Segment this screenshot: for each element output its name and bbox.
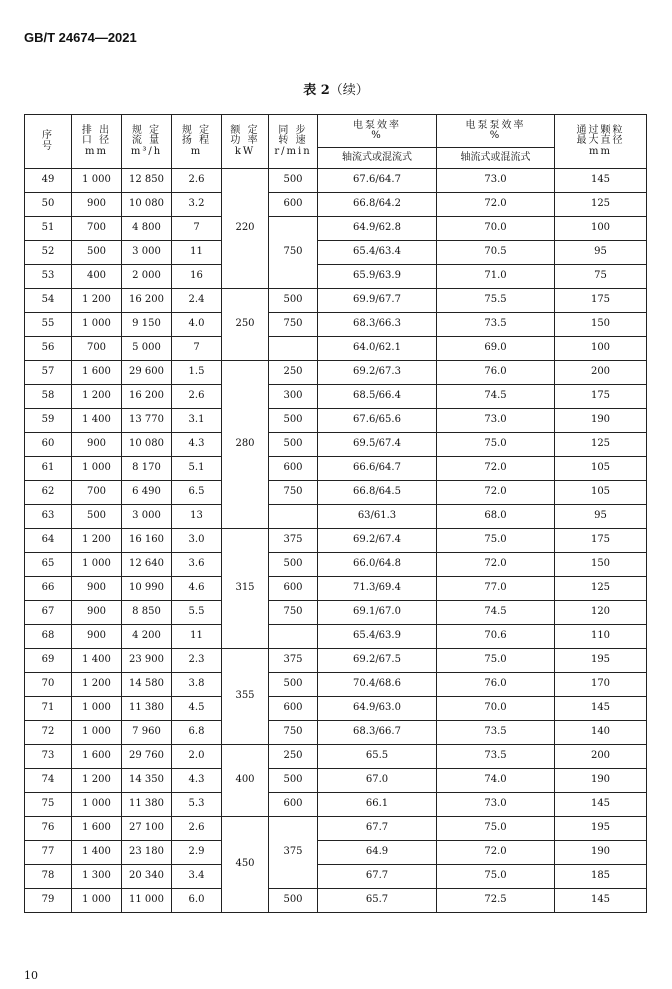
cell-particle-diameter: 100 — [555, 217, 647, 241]
cell-particle-diameter: 140 — [555, 721, 647, 745]
cell-efficiency-electric: 65.9/63.9 — [318, 265, 437, 289]
cell-outlet-diameter: 1 400 — [72, 409, 122, 433]
cell-power: 400 — [222, 745, 269, 817]
cell-outlet-diameter: 1 000 — [72, 697, 122, 721]
table-row — [25, 817, 647, 841]
cell-outlet-diameter: 700 — [72, 337, 122, 361]
cell-efficiency-pump: 73.5 — [437, 313, 555, 337]
cell-speed: 600 — [269, 193, 318, 217]
cell-speed-empty — [269, 625, 318, 649]
cell-flow: 20 340 — [122, 865, 172, 889]
cell-speed: 750 — [269, 481, 318, 505]
cell-flow: 10 990 — [122, 577, 172, 601]
cell-efficiency-pump: 75.0 — [437, 865, 555, 889]
cell-no: 54 — [25, 289, 72, 313]
cell-head: 4.6 — [172, 577, 222, 601]
cell-efficiency-electric: 69.2/67.4 — [318, 529, 437, 553]
cell-speed: 750 — [269, 313, 318, 337]
cell-flow: 23 180 — [122, 841, 172, 865]
cell-outlet-diameter: 1 300 — [72, 865, 122, 889]
cell-flow: 23 900 — [122, 649, 172, 673]
cell-flow: 11 000 — [122, 889, 172, 913]
table-row — [25, 601, 647, 625]
cell-efficiency-pump: 75.0 — [437, 817, 555, 841]
cell-flow: 5 000 — [122, 337, 172, 361]
cell-efficiency-electric: 67.6/64.7 — [318, 169, 437, 193]
table-row — [25, 481, 647, 505]
col-header-head: 规 定 扬 程 m — [172, 115, 222, 169]
cell-outlet-diameter: 900 — [72, 577, 122, 601]
cell-outlet-diameter: 500 — [72, 241, 122, 265]
cell-flow: 12 850 — [122, 169, 172, 193]
cell-efficiency-pump: 72.0 — [437, 841, 555, 865]
cell-efficiency-electric: 66.8/64.5 — [318, 481, 437, 505]
cell-particle-diameter: 200 — [555, 745, 647, 769]
cell-efficiency-pump: 68.0 — [437, 505, 555, 529]
cell-flow: 2 000 — [122, 265, 172, 289]
cell-speed: 500 — [269, 889, 318, 913]
cell-efficiency-electric: 68.5/66.4 — [318, 385, 437, 409]
cell-particle-diameter: 195 — [555, 817, 647, 841]
cell-particle-diameter: 190 — [555, 409, 647, 433]
cell-outlet-diameter: 1 200 — [72, 769, 122, 793]
cell-head: 6.5 — [172, 481, 222, 505]
cell-no: 76 — [25, 817, 72, 841]
cell-efficiency-electric: 69.9/67.7 — [318, 289, 437, 313]
cell-efficiency-electric: 67.7 — [318, 817, 437, 841]
cell-head: 6.0 — [172, 889, 222, 913]
cell-head: 13 — [172, 505, 222, 529]
cell-flow: 29 760 — [122, 745, 172, 769]
cell-head: 6.8 — [172, 721, 222, 745]
cell-head: 2.6 — [172, 169, 222, 193]
cell-no: 72 — [25, 721, 72, 745]
cell-speed: 500 — [269, 169, 318, 193]
col-subheader-eff2: 轴流式或混流式 — [437, 148, 555, 169]
cell-efficiency-pump: 75.5 — [437, 289, 555, 313]
cell-outlet-diameter: 1 000 — [72, 889, 122, 913]
cell-efficiency-electric: 64.9 — [318, 841, 437, 865]
table-row — [25, 313, 647, 337]
cell-head: 4.3 — [172, 769, 222, 793]
cell-efficiency-pump: 74.5 — [437, 385, 555, 409]
cell-efficiency-pump: 69.0 — [437, 337, 555, 361]
cell-head: 5.1 — [172, 457, 222, 481]
cell-particle-diameter: 95 — [555, 505, 647, 529]
cell-outlet-diameter: 1 400 — [72, 841, 122, 865]
cell-flow: 29 600 — [122, 361, 172, 385]
cell-no: 60 — [25, 433, 72, 457]
cell-outlet-diameter: 1 000 — [72, 313, 122, 337]
cell-efficiency-pump: 75.0 — [437, 529, 555, 553]
table-row — [25, 745, 647, 769]
table-row — [25, 625, 647, 649]
cell-particle-diameter: 175 — [555, 385, 647, 409]
table-title-main: 表 2 — [303, 83, 330, 98]
cell-outlet-diameter: 400 — [72, 265, 122, 289]
cell-speed: 750 — [269, 601, 318, 625]
cell-outlet-diameter: 900 — [72, 433, 122, 457]
table-title — [0, 79, 672, 98]
cell-speed: 500 — [269, 409, 318, 433]
cell-outlet-diameter: 1 200 — [72, 385, 122, 409]
cell-efficiency-pump: 73.5 — [437, 721, 555, 745]
cell-flow: 3 000 — [122, 241, 172, 265]
cell-efficiency-electric: 65.7 — [318, 889, 437, 913]
cell-outlet-diameter: 1 600 — [72, 745, 122, 769]
cell-no: 71 — [25, 697, 72, 721]
cell-flow: 14 580 — [122, 673, 172, 697]
cell-efficiency-pump: 76.0 — [437, 361, 555, 385]
cell-efficiency-electric: 67.0 — [318, 769, 437, 793]
cell-flow: 3 000 — [122, 505, 172, 529]
cell-speed: 375 — [269, 817, 318, 889]
cell-particle-diameter: 105 — [555, 457, 647, 481]
cell-efficiency-pump: 76.0 — [437, 673, 555, 697]
cell-speed: 600 — [269, 457, 318, 481]
cell-no: 70 — [25, 673, 72, 697]
cell-no: 67 — [25, 601, 72, 625]
cell-flow: 6 490 — [122, 481, 172, 505]
cell-no: 74 — [25, 769, 72, 793]
cell-efficiency-pump: 74.0 — [437, 769, 555, 793]
table-row — [25, 889, 647, 913]
cell-no: 79 — [25, 889, 72, 913]
table-title-suffix: （续） — [329, 83, 369, 98]
cell-outlet-diameter: 700 — [72, 481, 122, 505]
cell-no: 75 — [25, 793, 72, 817]
cell-head: 11 — [172, 625, 222, 649]
cell-flow: 8 170 — [122, 457, 172, 481]
table-row — [25, 193, 647, 217]
cell-no: 58 — [25, 385, 72, 409]
cell-speed: 250 — [269, 745, 318, 769]
cell-efficiency-electric: 70.4/68.6 — [318, 673, 437, 697]
cell-particle-diameter: 145 — [555, 889, 647, 913]
cell-particle-diameter: 95 — [555, 241, 647, 265]
cell-no: 77 — [25, 841, 72, 865]
cell-head: 3.2 — [172, 193, 222, 217]
cell-particle-diameter: 175 — [555, 289, 647, 313]
cell-flow: 10 080 — [122, 433, 172, 457]
cell-head: 5.3 — [172, 793, 222, 817]
cell-particle-diameter: 185 — [555, 865, 647, 889]
cell-head: 3.0 — [172, 529, 222, 553]
cell-speed: 500 — [269, 289, 318, 313]
cell-efficiency-pump: 72.0 — [437, 553, 555, 577]
cell-no: 56 — [25, 337, 72, 361]
cell-efficiency-pump: 73.0 — [437, 409, 555, 433]
cell-head: 2.0 — [172, 745, 222, 769]
table-row — [25, 409, 647, 433]
cell-efficiency-pump: 72.0 — [437, 481, 555, 505]
cell-efficiency-electric: 65.4/63.9 — [318, 625, 437, 649]
cell-head: 5.5 — [172, 601, 222, 625]
table-row — [25, 241, 647, 265]
cell-efficiency-electric: 69.1/67.0 — [318, 601, 437, 625]
cell-outlet-diameter: 1 200 — [72, 529, 122, 553]
table-row — [25, 433, 647, 457]
cell-head: 3.1 — [172, 409, 222, 433]
cell-outlet-diameter: 1 000 — [72, 721, 122, 745]
cell-no: 49 — [25, 169, 72, 193]
cell-power: 355 — [222, 649, 269, 745]
table-row — [25, 721, 647, 745]
cell-efficiency-pump: 70.0 — [437, 217, 555, 241]
cell-particle-diameter: 120 — [555, 601, 647, 625]
cell-particle-diameter: 145 — [555, 793, 647, 817]
cell-efficiency-electric: 67.7 — [318, 865, 437, 889]
cell-no: 51 — [25, 217, 72, 241]
cell-outlet-diameter: 1 000 — [72, 793, 122, 817]
cell-head: 7 — [172, 337, 222, 361]
cell-power: 280 — [222, 361, 269, 529]
cell-no: 52 — [25, 241, 72, 265]
cell-power: 315 — [222, 529, 269, 649]
cell-efficiency-electric: 68.3/66.3 — [318, 313, 437, 337]
cell-head: 4.0 — [172, 313, 222, 337]
cell-speed: 750 — [269, 721, 318, 745]
cell-head: 2.9 — [172, 841, 222, 865]
table-row — [25, 865, 647, 889]
cell-no: 50 — [25, 193, 72, 217]
cell-speed: 375 — [269, 649, 318, 673]
cell-flow: 16 160 — [122, 529, 172, 553]
cell-particle-diameter: 145 — [555, 169, 647, 193]
cell-no: 59 — [25, 409, 72, 433]
cell-efficiency-pump: 73.5 — [437, 745, 555, 769]
cell-speed: 600 — [269, 793, 318, 817]
cell-efficiency-pump: 70.6 — [437, 625, 555, 649]
cell-efficiency-pump: 70.5 — [437, 241, 555, 265]
cell-speed: 500 — [269, 433, 318, 457]
cell-efficiency-electric: 66.0/64.8 — [318, 553, 437, 577]
table-row — [25, 697, 647, 721]
cell-flow: 4 800 — [122, 217, 172, 241]
cell-flow: 4 200 — [122, 625, 172, 649]
cell-particle-diameter: 145 — [555, 697, 647, 721]
cell-head: 16 — [172, 265, 222, 289]
cell-efficiency-electric: 69.5/67.4 — [318, 433, 437, 457]
table-row — [25, 169, 647, 193]
cell-head: 7 — [172, 217, 222, 241]
table-row — [25, 553, 647, 577]
cell-power: 250 — [222, 289, 269, 361]
cell-particle-diameter: 190 — [555, 841, 647, 865]
cell-speed: 500 — [269, 673, 318, 697]
cell-efficiency-pump: 75.0 — [437, 649, 555, 673]
cell-outlet-diameter: 1 400 — [72, 649, 122, 673]
page-number: 10 — [24, 969, 38, 982]
col-header-speed: 同 步 转 速 r/min — [269, 115, 318, 169]
cell-efficiency-pump: 74.5 — [437, 601, 555, 625]
cell-efficiency-pump: 77.0 — [437, 577, 555, 601]
table-row — [25, 217, 647, 241]
cell-speed: 600 — [269, 577, 318, 601]
table-row — [25, 769, 647, 793]
cell-power: 450 — [222, 817, 269, 913]
col-header-particle: 通过颗粒 最大直径 mm — [555, 115, 647, 169]
col-header-outlet: 排 出 口 径 mm — [72, 115, 122, 169]
cell-efficiency-pump: 72.0 — [437, 193, 555, 217]
cell-efficiency-electric: 66.8/64.2 — [318, 193, 437, 217]
cell-efficiency-electric: 64.9/62.8 — [318, 217, 437, 241]
cell-efficiency-electric: 67.6/65.6 — [318, 409, 437, 433]
cell-efficiency-pump: 70.0 — [437, 697, 555, 721]
cell-particle-diameter: 150 — [555, 313, 647, 337]
cell-head: 2.6 — [172, 385, 222, 409]
cell-efficiency-electric: 65.4/63.4 — [318, 241, 437, 265]
cell-no: 55 — [25, 313, 72, 337]
cell-flow: 16 200 — [122, 385, 172, 409]
cell-efficiency-pump: 75.0 — [437, 433, 555, 457]
cell-particle-diameter: 125 — [555, 433, 647, 457]
cell-efficiency-electric: 63/61.3 — [318, 505, 437, 529]
table-row — [25, 649, 647, 673]
cell-efficiency-electric: 66.6/64.7 — [318, 457, 437, 481]
col-header-eff1: 电泵效率 % — [318, 115, 437, 148]
cell-particle-diameter: 150 — [555, 553, 647, 577]
cell-flow: 16 200 — [122, 289, 172, 313]
cell-flow: 27 100 — [122, 817, 172, 841]
cell-head: 4.3 — [172, 433, 222, 457]
cell-power: 220 — [222, 169, 269, 289]
cell-speed: 500 — [269, 553, 318, 577]
table-row — [25, 337, 647, 361]
table-row — [25, 793, 647, 817]
cell-speed: 300 — [269, 385, 318, 409]
cell-flow: 11 380 — [122, 793, 172, 817]
cell-no: 66 — [25, 577, 72, 601]
col-header-eff2: 电泵泵效率 % — [437, 115, 555, 148]
cell-speed: 600 — [269, 697, 318, 721]
cell-flow: 9 150 — [122, 313, 172, 337]
cell-head: 3.8 — [172, 673, 222, 697]
col-header-power: 额 定 功 率 kW — [222, 115, 269, 169]
cell-head: 2.3 — [172, 649, 222, 673]
cell-particle-diameter: 110 — [555, 625, 647, 649]
cell-efficiency-electric: 64.0/62.1 — [318, 337, 437, 361]
cell-speed: 250 — [269, 361, 318, 385]
cell-outlet-diameter: 1 600 — [72, 361, 122, 385]
cell-efficiency-electric: 64.9/63.0 — [318, 697, 437, 721]
cell-flow: 14 350 — [122, 769, 172, 793]
table-row — [25, 577, 647, 601]
cell-particle-diameter: 105 — [555, 481, 647, 505]
table-row — [25, 361, 647, 385]
cell-head: 2.6 — [172, 817, 222, 841]
cell-no: 61 — [25, 457, 72, 481]
cell-efficiency-pump: 73.0 — [437, 169, 555, 193]
col-subheader-eff1: 轴流式或混流式 — [318, 148, 437, 169]
cell-flow: 12 640 — [122, 553, 172, 577]
cell-outlet-diameter: 1 600 — [72, 817, 122, 841]
cell-particle-diameter: 100 — [555, 337, 647, 361]
cell-speed-empty — [269, 337, 318, 361]
cell-head: 3.4 — [172, 865, 222, 889]
cell-efficiency-electric: 69.2/67.3 — [318, 361, 437, 385]
cell-outlet-diameter: 900 — [72, 601, 122, 625]
cell-efficiency-pump: 71.0 — [437, 265, 555, 289]
cell-head: 4.5 — [172, 697, 222, 721]
cell-flow: 8 850 — [122, 601, 172, 625]
cell-no: 63 — [25, 505, 72, 529]
cell-efficiency-electric: 65.5 — [318, 745, 437, 769]
cell-outlet-diameter: 1 000 — [72, 457, 122, 481]
cell-particle-diameter: 200 — [555, 361, 647, 385]
pump-parameter-table — [24, 114, 647, 913]
cell-no: 68 — [25, 625, 72, 649]
cell-outlet-diameter: 1 200 — [72, 673, 122, 697]
col-header-flow: 规 定 流 量 m³/h — [122, 115, 172, 169]
cell-particle-diameter: 190 — [555, 769, 647, 793]
cell-particle-diameter: 75 — [555, 265, 647, 289]
cell-speed: 500 — [269, 769, 318, 793]
cell-speed: 750 — [269, 217, 318, 289]
table-row — [25, 457, 647, 481]
table-row — [25, 289, 647, 313]
cell-efficiency-pump: 72.5 — [437, 889, 555, 913]
cell-flow: 7 960 — [122, 721, 172, 745]
cell-speed: 375 — [269, 529, 318, 553]
table-row — [25, 385, 647, 409]
table-row — [25, 841, 647, 865]
cell-efficiency-electric: 71.3/69.4 — [318, 577, 437, 601]
cell-outlet-diameter: 700 — [72, 217, 122, 241]
cell-efficiency-pump: 72.0 — [437, 457, 555, 481]
cell-no: 62 — [25, 481, 72, 505]
cell-outlet-diameter: 900 — [72, 193, 122, 217]
cell-particle-diameter: 195 — [555, 649, 647, 673]
cell-particle-diameter: 170 — [555, 673, 647, 697]
cell-particle-diameter: 125 — [555, 193, 647, 217]
cell-no: 53 — [25, 265, 72, 289]
cell-no: 73 — [25, 745, 72, 769]
cell-outlet-diameter: 500 — [72, 505, 122, 529]
cell-no: 78 — [25, 865, 72, 889]
cell-no: 65 — [25, 553, 72, 577]
cell-particle-diameter: 125 — [555, 577, 647, 601]
cell-outlet-diameter: 900 — [72, 625, 122, 649]
cell-efficiency-electric: 69.2/67.5 — [318, 649, 437, 673]
cell-outlet-diameter: 1 000 — [72, 169, 122, 193]
table-row — [25, 529, 647, 553]
table-row — [25, 265, 647, 289]
cell-head: 2.4 — [172, 289, 222, 313]
cell-flow: 10 080 — [122, 193, 172, 217]
cell-flow: 11 380 — [122, 697, 172, 721]
cell-outlet-diameter: 1 200 — [72, 289, 122, 313]
standard-code: GB/T 24674—2021 — [24, 30, 137, 45]
cell-flow: 13 770 — [122, 409, 172, 433]
cell-outlet-diameter: 1 000 — [72, 553, 122, 577]
cell-no: 57 — [25, 361, 72, 385]
cell-head: 3.6 — [172, 553, 222, 577]
cell-no: 69 — [25, 649, 72, 673]
table-row — [25, 505, 647, 529]
cell-head: 1.5 — [172, 361, 222, 385]
cell-no: 64 — [25, 529, 72, 553]
cell-efficiency-electric: 68.3/66.7 — [318, 721, 437, 745]
col-header-no: 序 号 — [25, 115, 72, 169]
cell-speed-empty — [269, 505, 318, 529]
table-row — [25, 673, 647, 697]
cell-particle-diameter: 175 — [555, 529, 647, 553]
cell-head: 11 — [172, 241, 222, 265]
cell-efficiency-pump: 73.0 — [437, 793, 555, 817]
cell-efficiency-electric: 66.1 — [318, 793, 437, 817]
